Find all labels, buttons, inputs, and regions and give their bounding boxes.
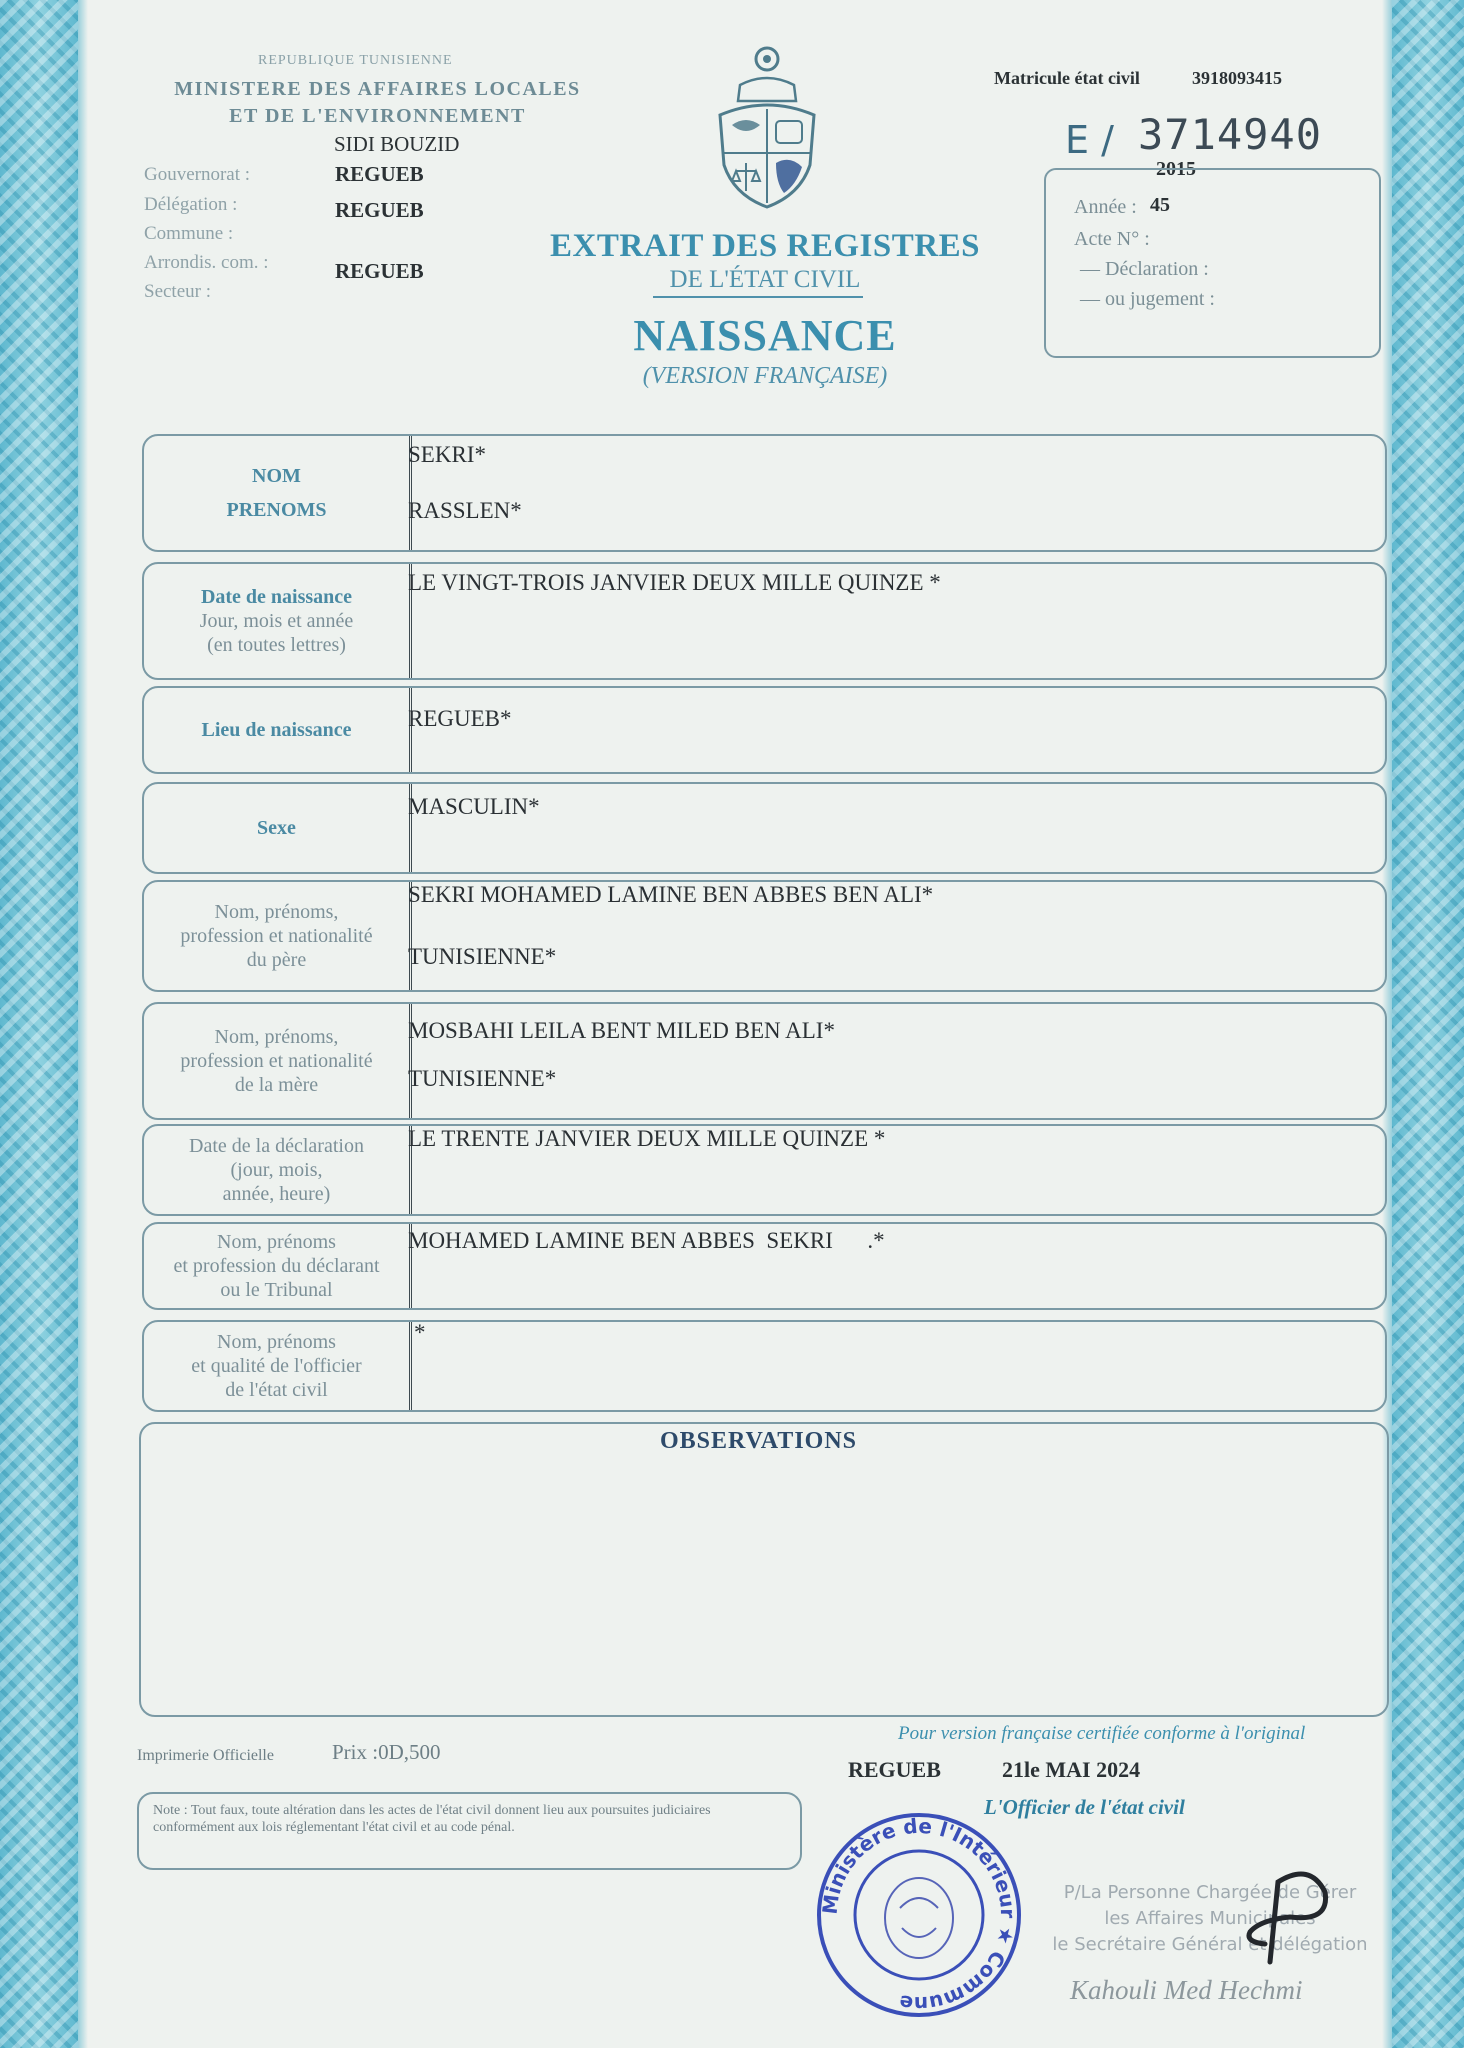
title-main: NAISSANCE (633, 311, 897, 360)
serial-year: 2015 (1156, 158, 1196, 180)
row-birth-date-label-line1: Date de naissance (200, 586, 353, 608)
row-declaration-date (142, 1124, 1387, 1216)
row-father-label-line1: Nom, prénoms, (214, 901, 339, 923)
row-father-label-line2: profession et nationalité (180, 925, 373, 947)
acte-number-label: Acte N° : (1074, 228, 1150, 250)
row-sex (142, 782, 1387, 874)
field-label-commune: Commune : (144, 223, 234, 244)
row-mother-nationality: TUNISIENNE* (408, 1066, 557, 1091)
row-sex-value: MASCULIN* (408, 794, 540, 819)
row-declaration-date-label-line1: Date de la déclaration (189, 1135, 364, 1157)
row-father-label-line3: du père (246, 949, 307, 971)
row-name-label (144, 436, 412, 550)
row-birth-place-label (144, 688, 412, 772)
row-sex-label-line1: Sexe (257, 817, 296, 839)
row-declaration-date-label-line2: (jour, mois, (230, 1159, 323, 1181)
title-underline (653, 296, 863, 298)
title-line1: EXTRAIT DES REGISTRES (550, 228, 980, 264)
row-name-surname: SEKRI* (408, 442, 486, 467)
row-officer-label-line1: Nom, prénoms (217, 1331, 336, 1353)
matricule-value: 3918093415 (1192, 68, 1282, 88)
row-mother (142, 1002, 1387, 1120)
left-border-fade (78, 0, 88, 2048)
header-region: SIDI BOUZID (334, 132, 460, 156)
signature-line3: le Secrétaire Général et délégation (1052, 1934, 1368, 1955)
field-label-gouvernorat: Gouvernorat : (144, 164, 251, 185)
row-declarant-label-line2: et profession du déclarant (173, 1255, 380, 1277)
row-name (142, 434, 1387, 552)
row-birth-date-value: LE VINGT-TROIS JANVIER DEUX MILLE QUINZE * (408, 570, 941, 595)
serial-prefix: E / (1065, 118, 1114, 162)
issue-place: REGUEB (848, 1757, 941, 1782)
row-mother-label (144, 1004, 412, 1118)
annee-value: 45 (1150, 194, 1170, 216)
row-mother-name: MOSBAHI LEILA BENT MILED BEN ALI* (408, 1018, 835, 1043)
row-birth-place (142, 686, 1387, 774)
acte-box (1044, 168, 1381, 358)
row-father-nationality: TUNISIENNE* (408, 944, 557, 969)
legal-note: Note : Tout faux, toute altération dans les actes de l'état civil donnent lieu aux poursuites judiciaires conformément aux lois réglementant l'état civil et au code pénal. (137, 1792, 802, 1870)
stamp-text: Ministère de l'Intérieur ★ Commune (817, 1813, 1021, 2017)
row-declarant-value: MOHAMED LAMINE BEN ABBES SEKRI .* (408, 1228, 885, 1253)
row-officer-label-line2: et qualité de l'officier (191, 1355, 362, 1377)
row-name-label-line2: PRENOMS (226, 499, 327, 521)
official-stamp-icon (812, 1808, 1027, 2023)
row-name-firstname: RASSLEN* (408, 498, 522, 523)
observations-box (139, 1422, 1389, 1717)
row-declarant-label-line3: ou le Tribunal (220, 1279, 333, 1301)
row-father (142, 880, 1387, 992)
row-declaration-date-label-line3: année, heure) (222, 1183, 331, 1205)
signature-line1: P/La Personne Chargée de Gérer (1063, 1882, 1357, 1903)
title-line2: DE L'ÉTAT CIVIL (669, 266, 861, 293)
row-declaration-date-label (144, 1126, 412, 1214)
observations-title: OBSERVATIONS (660, 1428, 858, 1454)
row-declarant-label-line1: Nom, prénoms (217, 1231, 336, 1253)
row-mother-label-line1: Nom, prénoms, (214, 1026, 339, 1048)
officer-title: L'Officier de l'état civil (984, 1795, 1185, 1819)
jugement-label: — ou jugement : (1080, 288, 1215, 310)
row-officer-label (144, 1322, 412, 1410)
tunisia-coat-of-arms-icon (710, 45, 825, 215)
certified-statement: Pour version française certifiée conforme à l'original (898, 1723, 1306, 1744)
right-security-border (1392, 0, 1464, 2048)
row-officer-label-line3: de l'état civil (225, 1379, 328, 1401)
field-label-secteur: Secteur : (144, 281, 212, 302)
field-value-gouvernorat: REGUEB (335, 162, 424, 186)
signatory-name: Kahouli Med Hechmi (1070, 1975, 1303, 2005)
price-label: Prix :0D,500 (332, 1740, 441, 1764)
header-republic: REPUBLIQUE TUNISIENNE (258, 53, 453, 68)
field-label-arrondissement: Arrondis. com. : (144, 252, 269, 273)
imprimerie-label: Imprimerie Officielle (137, 1747, 274, 1764)
row-officer-value: * (414, 1320, 426, 1345)
row-birth-date (142, 562, 1387, 680)
declaration-label: — Déclaration : (1080, 258, 1209, 280)
handwritten-signature-icon (1230, 1862, 1340, 1972)
row-birth-date-label-line2: Jour, mois et année (199, 610, 354, 632)
row-father-name: SEKRI MOHAMED LAMINE BEN ABBES BEN ALI* (408, 882, 934, 907)
row-birth-date-label (144, 564, 412, 678)
row-name-label-line1: NOM (252, 465, 301, 487)
header-ministry-line2: ET DE L'ENVIRONNEMENT (229, 105, 526, 127)
row-mother-label-line2: profession et nationalité (180, 1050, 373, 1072)
annee-label: Année : (1074, 196, 1137, 218)
row-declarant (142, 1222, 1387, 1310)
row-birth-place-value: REGUEB* (408, 706, 512, 731)
row-birth-place-label-line1: Lieu de naissance (201, 719, 352, 741)
field-value-delegation: REGUEB (335, 198, 424, 222)
header-ministry-line1: MINISTERE DES AFFAIRES LOCALES (174, 78, 581, 100)
issue-date: 21le MAI 2024 (1002, 1757, 1141, 1782)
row-declarant-label (144, 1224, 412, 1308)
row-officer (142, 1320, 1387, 1412)
left-security-border (0, 0, 78, 2048)
title-version: (VERSION FRANÇAISE) (642, 363, 888, 389)
field-value-arrondissement: REGUEB (335, 259, 424, 283)
row-declaration-date-value: LE TRENTE JANVIER DEUX MILLE QUINZE * (408, 1126, 886, 1151)
row-sex-label (144, 784, 412, 872)
row-father-label (144, 882, 412, 990)
row-mother-label-line3: de la mère (234, 1074, 319, 1096)
matricule-label: Matricule état civil (994, 68, 1140, 88)
row-birth-date-label-line3: (en toutes lettres) (207, 634, 346, 656)
signature-line2: les Affaires Municipales (1104, 1908, 1316, 1929)
serial-number: 3714940 (1138, 110, 1323, 159)
field-label-delegation: Délégation : (144, 194, 238, 215)
